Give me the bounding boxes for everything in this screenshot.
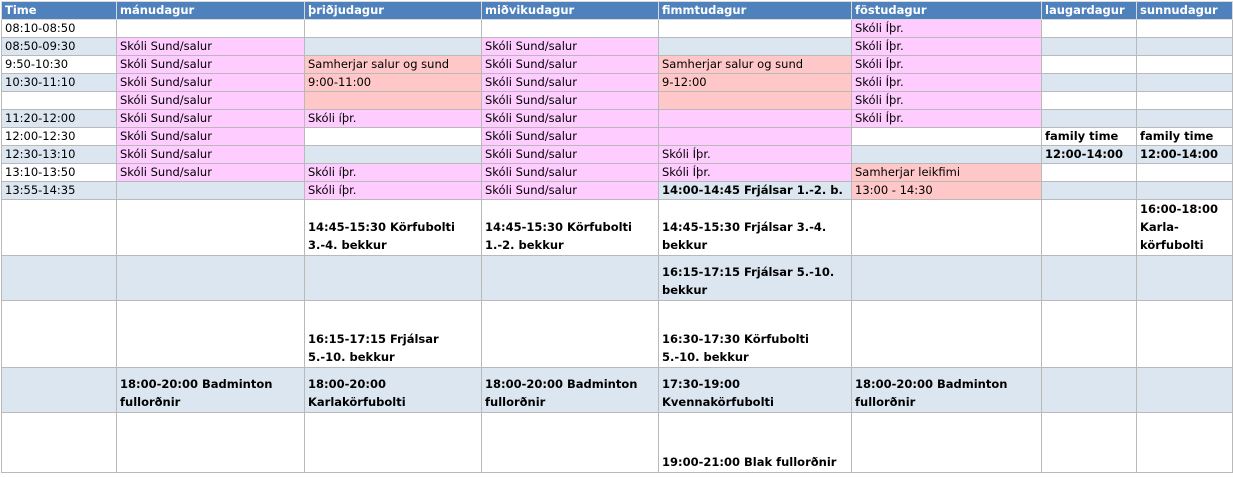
schedule-cell <box>852 256 1042 301</box>
schedule-cell <box>1137 301 1233 368</box>
schedule-cell: 18:00-20:00 Karlakörfubolti <box>305 368 482 413</box>
schedule-cell <box>852 301 1042 368</box>
schedule-cell: Skóli Sund/salur <box>482 56 659 74</box>
schedule-cell: Samherjar leikfimi <box>852 164 1042 182</box>
schedule-cell <box>1042 164 1137 182</box>
time-cell: 9:50-10:30 <box>2 56 117 74</box>
table-row <box>2 413 1233 473</box>
schedule-cell <box>1042 20 1137 38</box>
schedule-cell <box>1137 56 1233 74</box>
schedule-cell: Skóli Sund/salur <box>117 92 305 110</box>
time-cell: 12:00-12:30 <box>2 128 117 146</box>
schedule-cell <box>852 413 1042 473</box>
schedule-cell: Skóli Íþr. <box>659 146 852 164</box>
schedule-cell <box>305 413 482 473</box>
table-row <box>2 368 1233 413</box>
time-cell: 08:10-08:50 <box>2 20 117 38</box>
schedule-cell: Skóli Sund/salur <box>117 38 305 56</box>
table-row <box>2 92 1233 110</box>
schedule-cell: 18:00-20:00 Badminton fullorðnir <box>852 368 1042 413</box>
schedule-cell: Skóli Sund/salur <box>482 92 659 110</box>
time-cell <box>2 200 117 256</box>
time-cell: 12:30-13:10 <box>2 146 117 164</box>
schedule-cell <box>1042 56 1137 74</box>
schedule-cell: Skóli íþr. <box>305 182 482 200</box>
header-friday: föstudagur <box>852 2 1042 20</box>
schedule-cell: 16:30-17:30 Körfubolti 5.-10. bekkur <box>659 301 852 368</box>
table-row <box>2 182 1233 200</box>
schedule-cell: Skóli Íþr. <box>852 110 1042 128</box>
schedule-cell <box>1042 368 1137 413</box>
schedule-cell: family time <box>1042 128 1137 146</box>
schedule-cell <box>659 128 852 146</box>
schedule-cell: Skóli Sund/salur <box>117 74 305 92</box>
schedule-cell <box>1042 110 1137 128</box>
header-thursday: fimmtudagur <box>659 2 852 20</box>
schedule-cell: 17:30-19:00 Kvennakörfubolti <box>659 368 852 413</box>
header-wednesday: miðvikudagur <box>482 2 659 20</box>
time-cell <box>2 413 117 473</box>
schedule-cell <box>1042 200 1137 256</box>
schedule-cell <box>1137 20 1233 38</box>
table-row <box>2 256 1233 301</box>
schedule-cell: 9-12:00 <box>659 74 852 92</box>
schedule-cell: Samherjar salur og sund <box>305 56 482 74</box>
time-cell: 10:30-11:10 <box>2 74 117 92</box>
schedule-cell <box>852 146 1042 164</box>
table-row <box>2 38 1233 56</box>
time-cell: 13:55-14:35 <box>2 182 117 200</box>
schedule-cell <box>1137 74 1233 92</box>
schedule-cell: 18:00-20:00 Badminton fullorðnir <box>482 368 659 413</box>
schedule-cell <box>852 128 1042 146</box>
schedule-cell: Skóli Sund/salur <box>482 38 659 56</box>
table-row <box>2 146 1233 164</box>
schedule-cell <box>1137 164 1233 182</box>
header-row <box>2 2 1233 20</box>
schedule-cell <box>117 182 305 200</box>
table-row <box>2 200 1233 256</box>
time-cell <box>2 256 117 301</box>
schedule-cell <box>1137 368 1233 413</box>
schedule-cell: Skóli Íþr. <box>852 92 1042 110</box>
table-row <box>2 110 1233 128</box>
schedule-cell: Skóli Sund/salur <box>482 110 659 128</box>
schedule-cell: 12:00-14:00 <box>1042 146 1137 164</box>
schedule-cell: Skóli Sund/salur <box>117 128 305 146</box>
schedule-cell: family time <box>1137 128 1233 146</box>
header-sunday: sunnudagur <box>1137 2 1233 20</box>
schedule-cell: 14:45-15:30 Frjálsar 3.-4. bekkur <box>659 200 852 256</box>
schedule-cell: Skóli Íþr. <box>852 38 1042 56</box>
schedule-cell <box>1137 182 1233 200</box>
schedule-cell <box>1042 301 1137 368</box>
schedule-cell <box>1042 256 1137 301</box>
schedule-cell <box>482 301 659 368</box>
schedule-cell: Skóli Sund/salur <box>482 146 659 164</box>
table-row <box>2 164 1233 182</box>
schedule-cell <box>117 256 305 301</box>
schedule-cell <box>852 200 1042 256</box>
schedule-cell: Skóli Sund/salur <box>482 182 659 200</box>
schedule-cell: Skóli Íþr. <box>852 56 1042 74</box>
time-cell: 13:10-13:50 <box>2 164 117 182</box>
schedule-cell <box>305 20 482 38</box>
schedule-cell <box>1042 74 1137 92</box>
schedule-cell <box>305 256 482 301</box>
header-monday: mánudagur <box>117 2 305 20</box>
schedule-cell: Skóli Sund/salur <box>117 110 305 128</box>
schedule-cell: Samherjar salur og sund <box>659 56 852 74</box>
table-row <box>2 128 1233 146</box>
schedule-cell: 19:00-21:00 Blak fullorðnir <box>659 413 852 473</box>
schedule-cell <box>1137 92 1233 110</box>
schedule-cell <box>1137 413 1233 473</box>
schedule-cell: 14:00-14:45 Frjálsar 1.-2. b. <box>659 182 852 200</box>
schedule-body <box>2 20 1233 473</box>
header-time: Time <box>2 2 117 20</box>
schedule-cell: 16:00-18:00 Karla-körfubolti <box>1137 200 1233 256</box>
schedule-cell <box>305 38 482 56</box>
table-row <box>2 20 1233 38</box>
schedule-cell <box>1042 92 1137 110</box>
schedule-cell: Skóli Sund/salur <box>117 164 305 182</box>
schedule-cell <box>659 20 852 38</box>
schedule-cell: 16:15-17:15 Frjálsar 5.-10. bekkur <box>305 301 482 368</box>
schedule-cell <box>482 413 659 473</box>
schedule-cell <box>117 200 305 256</box>
time-cell <box>2 92 117 110</box>
schedule-cell: Skóli Íþr. <box>852 74 1042 92</box>
schedule-cell <box>1137 256 1233 301</box>
schedule-cell: 14:45-15:30 Körfubolti 1.-2. bekkur <box>482 200 659 256</box>
time-cell: 08:50-09:30 <box>2 38 117 56</box>
schedule-cell: 14:45-15:30 Körfubolti 3.-4. bekkur <box>305 200 482 256</box>
table-row <box>2 74 1233 92</box>
schedule-cell <box>305 92 482 110</box>
schedule-cell: Skóli Sund/salur <box>482 74 659 92</box>
schedule-cell: Skóli Sund/salur <box>482 164 659 182</box>
schedule-cell <box>305 146 482 164</box>
schedule-cell: Skóli Sund/salur <box>117 56 305 74</box>
schedule-cell <box>1137 110 1233 128</box>
schedule-cell <box>1042 38 1137 56</box>
time-cell <box>2 301 117 368</box>
schedule-cell <box>482 20 659 38</box>
schedule-cell: Skóli Íþr. <box>659 164 852 182</box>
schedule-cell: 18:00-20:00 Badminton fullorðnir <box>117 368 305 413</box>
table-row <box>2 301 1233 368</box>
header-tuesday: þriðjudagur <box>305 2 482 20</box>
schedule-cell: 16:15-17:15 Frjálsar 5.-10. bekkur <box>659 256 852 301</box>
schedule-cell: Skóli Íþr. <box>852 20 1042 38</box>
time-cell: 11:20-12:00 <box>2 110 117 128</box>
schedule-cell <box>305 128 482 146</box>
schedule-cell <box>117 413 305 473</box>
time-cell <box>2 368 117 413</box>
schedule-cell: Skóli íþr. <box>305 164 482 182</box>
schedule-cell <box>1137 38 1233 56</box>
schedule-cell <box>117 301 305 368</box>
schedule-cell: 9:00-11:00 <box>305 74 482 92</box>
schedule-cell <box>482 256 659 301</box>
schedule-cell <box>1042 182 1137 200</box>
schedule-cell: Skóli Sund/salur <box>482 128 659 146</box>
schedule-cell: Skóli Sund/salur <box>117 146 305 164</box>
schedule-cell <box>659 92 852 110</box>
header-saturday: laugardagur <box>1042 2 1137 20</box>
schedule-table <box>1 1 1233 473</box>
schedule-cell <box>659 110 852 128</box>
schedule-cell <box>1042 413 1137 473</box>
schedule-cell: 13:00 - 14:30 <box>852 182 1042 200</box>
schedule-cell: 12:00-14:00 <box>1137 146 1233 164</box>
schedule-cell: Skóli íþr. <box>305 110 482 128</box>
table-row <box>2 56 1233 74</box>
schedule-cell <box>659 38 852 56</box>
schedule-cell <box>117 20 305 38</box>
